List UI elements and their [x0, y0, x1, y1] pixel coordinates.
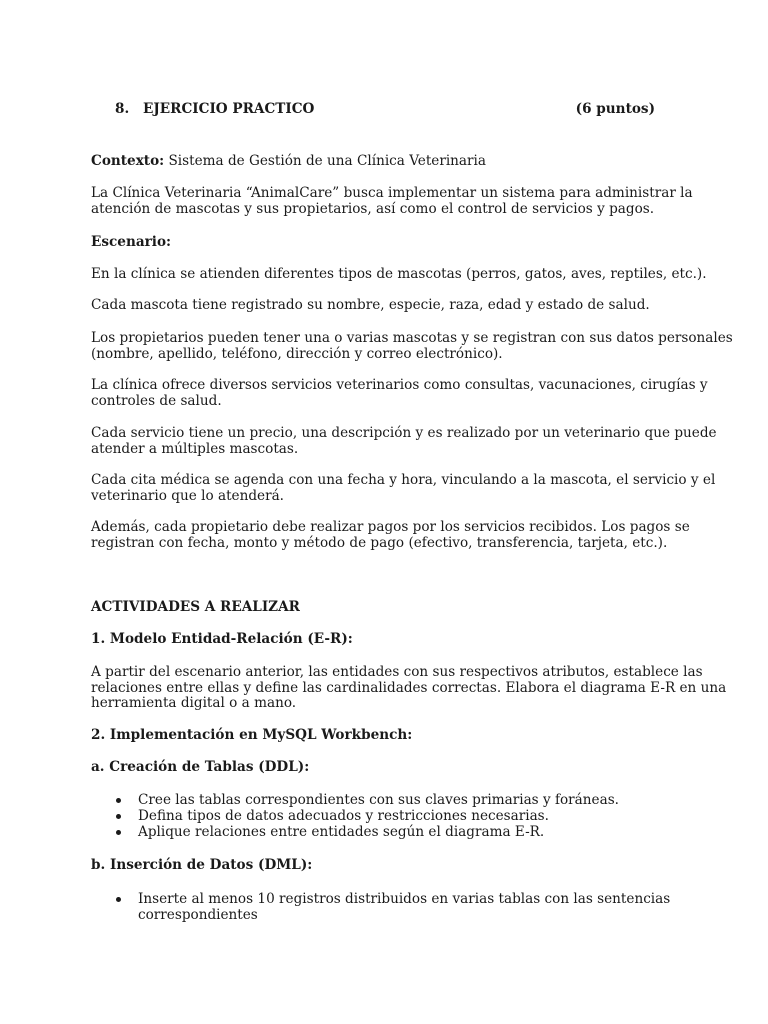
scenario-p4-line-2: controles de salud.	[91, 393, 222, 409]
er-line-3: herramienta digital o a mano.	[91, 695, 297, 711]
context-line	[91, 153, 486, 169]
scenario-p5-line-1: Cada servicio tiene un precio, una descripción y es realizado por un veterinario que puede	[91, 425, 717, 441]
bullet-icon	[116, 897, 121, 902]
er-line-2: relaciones entre ellas y define las cardinalidades correctas. Elabora el diagrama E-R en una	[91, 680, 727, 696]
er-section-title: 1. Modelo Entidad-Relación (E-R):	[91, 631, 353, 647]
scenario-p5-line-2: atender a múltiples mascotas.	[91, 441, 299, 457]
dml-bullet-1-line-2: correspondientes	[138, 907, 258, 923]
activities-title: ACTIVIDADES A REALIZAR	[91, 599, 300, 615]
scenario-p7-line-2: registran con fecha, monto y método de pago (efectivo, transferencia, tarjeta, etc.).	[91, 535, 668, 551]
mysql-section-title: 2. Implementación en MySQL Workbench:	[91, 727, 413, 743]
bullet-icon	[116, 830, 121, 835]
scenario-p3-line-2: (nombre, apellido, teléfono, dirección y correo electrónico).	[91, 346, 503, 362]
bullet-icon	[116, 814, 121, 819]
scenario-p1-line-1: En la clínica se atienden diferentes tipos de mascotas (perros, gatos, aves, reptiles, etc.).	[91, 266, 707, 282]
context-text: Sistema de Gestión de una Clínica Veterinaria	[164, 153, 486, 169]
bullet-icon	[116, 798, 121, 803]
scenario-p4-line-1: La clínica ofrece diversos servicios veterinarios como consultas, vacunaciones, cirugías y	[91, 377, 708, 393]
scenario-p6-line-1: Cada cita médica se agenda con una fecha y hora, vinculando a la mascota, el servicio y el	[91, 472, 716, 488]
ddl-bullet-2: Defina tipos de datos adecuados y restricciones necesarias.	[138, 808, 549, 824]
exercise-title: EJERCICIO PRACTICO	[143, 101, 315, 117]
context-label: Contexto:	[91, 153, 165, 169]
scenario-p7-line-1: Además, cada propietario debe realizar pagos por los servicios recibidos. Los pagos se	[91, 519, 690, 535]
intro-line-2: atención de mascotas y sus propietarios, así como el control de servicios y pagos.	[91, 201, 655, 217]
exercise-points: (6 puntos)	[575, 101, 655, 117]
scenario-p3-line-1: Los propietarios pueden tener una o varias mascotas y se registran con sus datos personales	[91, 330, 733, 346]
ddl-bullet-1: Cree las tablas correspondientes con sus claves primarias y foráneas.	[138, 792, 619, 808]
scenario-p2-line-1: Cada mascota tiene registrado su nombre, especie, raza, edad y estado de salud.	[91, 297, 650, 313]
intro-line-1: La Clínica Veterinaria “AnimalCare” busca implementar un sistema para administrar la	[91, 185, 693, 201]
ddl-section-title: a. Creación de Tablas (DDL):	[91, 759, 310, 775]
ddl-bullet-3: Aplique relaciones entre entidades según el diagrama E-R.	[138, 824, 545, 840]
exercise-heading	[115, 101, 655, 117]
er-line-1: A partir del escenario anterior, las entidades con sus respectivos atributos, establece las	[91, 664, 703, 680]
exercise-number: 8.	[115, 101, 130, 117]
dml-bullet-1-line-1: Inserte al menos 10 registros distribuidos en varias tablas con las sentencias	[138, 891, 671, 907]
scenario-p6-line-2: veterinario que lo atenderá.	[91, 488, 285, 504]
scenario-label: Escenario:	[91, 234, 172, 250]
dml-section-title: b. Inserción de Datos (DML):	[91, 857, 313, 873]
